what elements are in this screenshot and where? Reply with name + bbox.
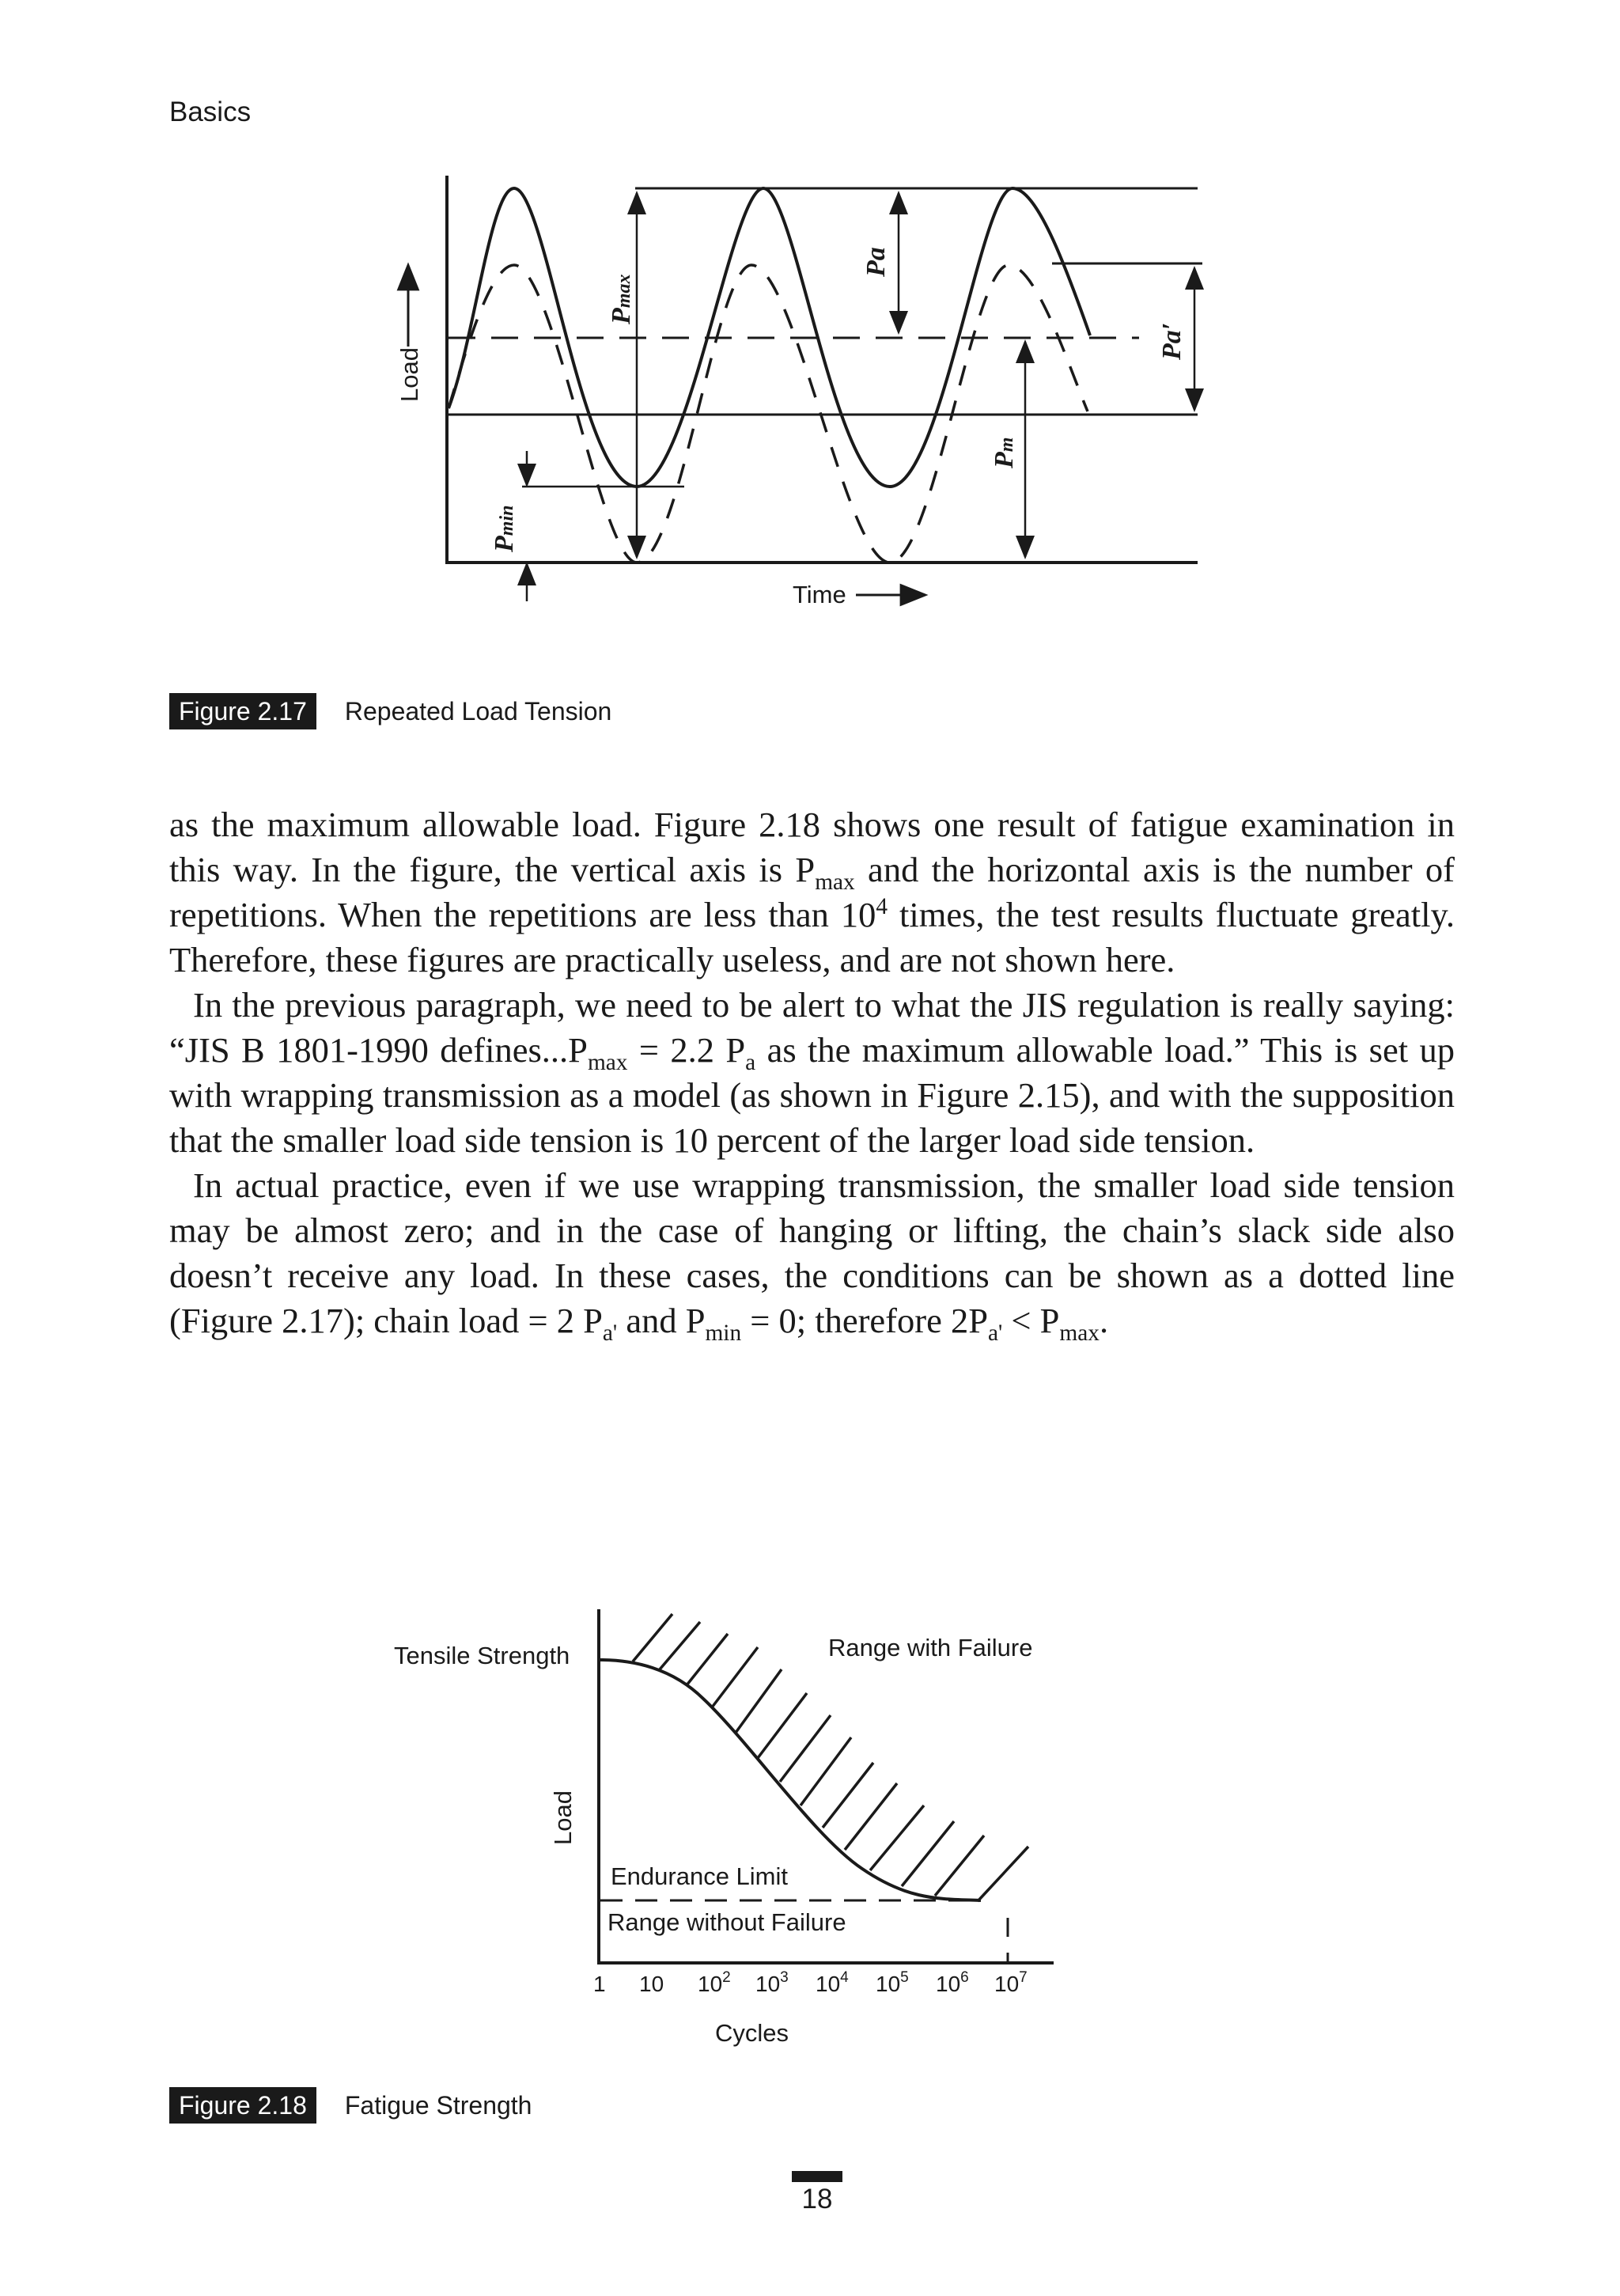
label-pmin: Pmin [490, 505, 519, 552]
cycle-ticks [593, 1969, 1028, 1996]
range-without-failure-label: Range without Failure [608, 1908, 846, 1936]
tick-10e3: $10^3$ [755, 1969, 789, 1996]
figure-2-17-title: Repeated Load Tension [344, 696, 612, 726]
figure-2-18-badge: Figure 2.18 [169, 2087, 316, 2124]
figure-2-18-caption [169, 2087, 532, 2124]
body-text [169, 802, 1455, 1346]
paragraph-2: In the previous paragraph, we need to be alert to what the JIS regulation is really saying: “JIS B 1801-1990 $defines...P_{max} = 2.2$ $P_a$ as the maximum allowable load.” This is set up with wrapping transmission as a model (as shown in Figure 2.15), and with the supposition that the smaller load side tension is 10 percent of the larger load side tension. [169, 985, 1455, 1160]
figure-2-18-diagram [372, 1582, 1163, 2073]
tick-10e2: $10^2$ [698, 1969, 731, 1996]
tick-10e6: $10^6$ [936, 1969, 969, 1996]
fig217-y-label: Load [396, 347, 423, 402]
tick-10e7: $10^7$ [994, 1969, 1028, 1996]
tick-10e5: $10^5$ [876, 1969, 909, 1996]
range-with-failure-label: Range with Failure [828, 1634, 1033, 1661]
figure-2-18-title: Fatigue Strength [344, 2090, 532, 2120]
tick-10e4: $10^4$ [816, 1969, 849, 1996]
page-number: 18 [801, 2184, 833, 2215]
endurance-limit-label: Endurance Limit [611, 1862, 789, 1890]
figure-2-17-badge: Figure 2.17 [169, 693, 316, 729]
tick-10: 10 [639, 1972, 664, 1996]
fig218-y-label: Load [549, 1790, 577, 1845]
figure-2-17-diagram [372, 158, 1258, 625]
fig217-x-label: Time [793, 581, 846, 608]
fig218-x-label: Cycles [715, 2019, 789, 2047]
label-pmax: Pmax [607, 274, 636, 324]
label-pm: Pm [990, 437, 1019, 468]
label-pa-prime: Pa′ [1157, 322, 1187, 360]
figure-2-17-caption [169, 693, 611, 729]
running-head: Basics [169, 97, 252, 127]
page-number-bar [792, 2171, 842, 2182]
tick-1: 1 [593, 1972, 606, 1996]
paragraph-3: In actual practice, even if we use wrapping transmission, the smaller load side tension may be almost zero; and in the case of hanging or lifting, the chain’s slack side also doesn’t receive any load. In these cases, the conditions can be shown as a dotted line (Figure 2.17); chain load = 2 $P_{a'}$ and $P_{min} = 0$; therefore $2P_{a'} < P_{max}$. [169, 1165, 1455, 1346]
label-pa: Pa [861, 247, 891, 277]
paragraph-1: as the maximum allowable load. Figure 2.18 shows one result of fatigue examination in this way. In the figure, the vertical axis is $P_{max}$ and the horizontal axis is the number of repetitions. When the repetitions are less than $10^4$ times, the test results fluctuate greatly. Therefore, these figures are practically useless, and are not shown here. [169, 805, 1455, 979]
tensile-strength-label: Tensile Strength [394, 1642, 570, 1669]
